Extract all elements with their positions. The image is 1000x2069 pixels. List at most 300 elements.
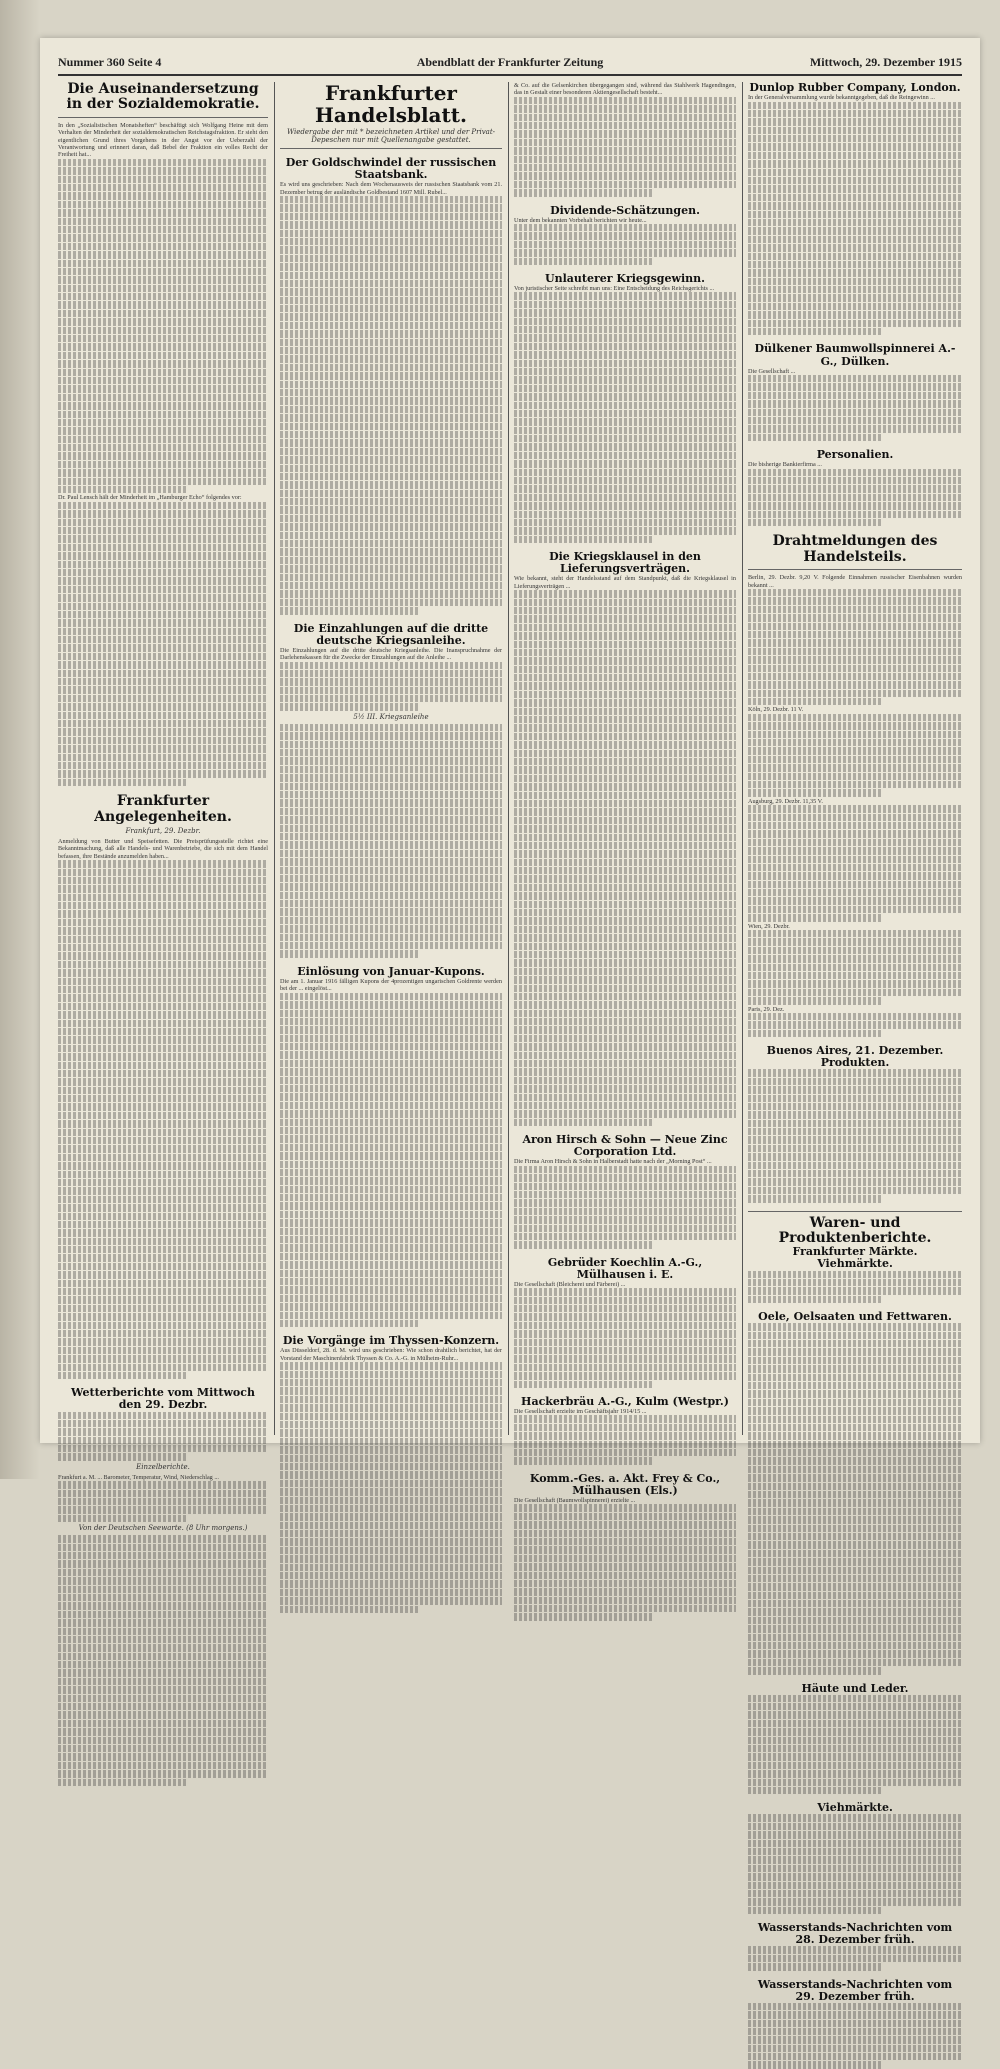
text-line bbox=[514, 1521, 736, 1528]
text-line bbox=[514, 1288, 736, 1295]
text-line bbox=[748, 972, 962, 979]
text-line bbox=[748, 425, 962, 432]
text-line bbox=[58, 628, 268, 635]
text-line bbox=[748, 185, 962, 192]
text-line bbox=[58, 285, 268, 292]
text-line bbox=[58, 1263, 268, 1270]
text-line bbox=[514, 1322, 736, 1329]
text-line bbox=[748, 1955, 962, 1962]
text-line bbox=[514, 1102, 736, 1109]
article-body: Die Gesellschaft (Baumwollspinnerei) erzielte ... bbox=[514, 1496, 636, 1504]
article-body: Die Firma Aron Hirsch & Sohn in Halberstadt hatte nach der „Morning Post“ ... bbox=[514, 1158, 712, 1166]
text-line bbox=[280, 1413, 502, 1420]
text-line bbox=[514, 1313, 736, 1320]
text-line bbox=[280, 1387, 502, 1394]
text-line bbox=[748, 731, 962, 738]
text-line bbox=[58, 1428, 268, 1435]
text-line bbox=[514, 1297, 736, 1304]
text-line bbox=[748, 1592, 962, 1599]
text-line bbox=[748, 1890, 962, 1897]
text-line bbox=[280, 1211, 502, 1218]
text-line bbox=[280, 883, 502, 890]
text-line bbox=[748, 1170, 962, 1177]
text-line bbox=[514, 649, 736, 656]
text-line bbox=[280, 1026, 502, 1033]
text-line bbox=[748, 2028, 962, 2035]
text-line bbox=[748, 311, 962, 318]
text-line bbox=[514, 884, 736, 891]
text-line bbox=[514, 641, 736, 648]
column-4 bbox=[748, 81, 962, 2003]
article-body-continuation bbox=[748, 375, 962, 441]
text-line bbox=[748, 1550, 962, 1557]
text-line bbox=[58, 260, 268, 267]
text-line bbox=[58, 754, 268, 761]
text-line bbox=[58, 1372, 188, 1379]
article-body: Es wird uns geschrieben: Nach dem Wochenausweis der russischen Staatsbank vom 21. Dezember betrug der ausländische Goldbestand 1607 Mill. Rubel... bbox=[280, 181, 502, 196]
text-line bbox=[514, 1174, 736, 1181]
text-line bbox=[748, 739, 962, 746]
text-line bbox=[58, 577, 268, 584]
text-line bbox=[748, 1753, 962, 1760]
text-line bbox=[748, 1441, 962, 1448]
article-title: Gebrüder Koechlin A.-G., Mülhausen i. E. bbox=[547, 1255, 703, 1281]
article-personalien bbox=[748, 449, 962, 526]
text-line bbox=[58, 318, 268, 325]
article-body-continuation bbox=[58, 1412, 268, 1461]
text-line bbox=[748, 261, 962, 268]
text-line bbox=[280, 875, 502, 882]
text-line bbox=[58, 910, 268, 917]
text-line bbox=[280, 1312, 502, 1319]
text-line bbox=[514, 792, 736, 799]
text-line bbox=[280, 1488, 502, 1495]
article-body-continuation bbox=[748, 930, 962, 1005]
article-body: Dr. Paul Lensch hält der Minderheit im „Hamburger Echo“ folgendes vor: bbox=[58, 494, 242, 502]
article-body-continuation bbox=[748, 714, 962, 797]
article-viehmaerkte bbox=[748, 1802, 962, 1914]
text-line bbox=[514, 892, 736, 899]
text-line bbox=[748, 1323, 962, 1330]
text-line bbox=[748, 1111, 962, 1118]
text-line bbox=[748, 1382, 962, 1389]
text-line bbox=[280, 724, 502, 731]
text-line bbox=[280, 1497, 502, 1504]
text-line bbox=[748, 1787, 881, 1794]
article-kriegsgewinn bbox=[514, 273, 736, 543]
text-line bbox=[280, 280, 502, 287]
text-line bbox=[748, 1491, 962, 1498]
text-line bbox=[58, 894, 268, 901]
text-line bbox=[280, 1010, 502, 1017]
text-line bbox=[748, 328, 881, 335]
text-line bbox=[514, 1199, 736, 1206]
article-buenos-aires bbox=[748, 1045, 962, 1202]
text-line bbox=[280, 1043, 502, 1050]
text-line bbox=[58, 762, 268, 769]
text-line bbox=[748, 1483, 962, 1490]
text-line bbox=[280, 1119, 502, 1126]
text-line bbox=[514, 1457, 652, 1464]
section-title: Drahtmeldungen des Handelsteils. bbox=[772, 533, 938, 565]
text-line bbox=[514, 485, 736, 492]
text-line bbox=[280, 574, 502, 581]
text-line bbox=[58, 1481, 268, 1488]
text-line bbox=[58, 1745, 268, 1752]
section-subtitle: Einzelberichte. bbox=[136, 1462, 190, 1471]
text-line bbox=[280, 255, 502, 262]
text-line bbox=[748, 2053, 962, 2060]
text-line bbox=[748, 1357, 962, 1364]
text-line bbox=[514, 615, 736, 622]
text-line bbox=[514, 682, 736, 689]
text-line bbox=[748, 1287, 962, 1294]
text-line bbox=[514, 1432, 736, 1439]
text-line bbox=[748, 1178, 962, 1185]
text-line bbox=[514, 318, 736, 325]
text-line bbox=[514, 741, 736, 748]
text-line bbox=[58, 1213, 268, 1220]
text-line bbox=[514, 1043, 736, 1050]
text-line bbox=[58, 611, 268, 618]
text-line bbox=[514, 1035, 736, 1042]
text-line bbox=[514, 181, 736, 188]
page-header bbox=[58, 52, 962, 76]
text-line bbox=[514, 502, 736, 509]
article-title: Der Goldschwindel der russischen Staatsbank. bbox=[285, 156, 497, 182]
text-line bbox=[280, 1320, 418, 1327]
text-line bbox=[58, 869, 268, 876]
text-line bbox=[58, 502, 268, 509]
text-line bbox=[514, 834, 736, 841]
text-line bbox=[280, 816, 502, 823]
text-line bbox=[280, 858, 502, 865]
data-table-rows bbox=[748, 2003, 962, 2069]
text-line bbox=[280, 1303, 502, 1310]
article-title: Personalien. bbox=[816, 448, 894, 462]
text-line bbox=[748, 839, 962, 846]
article-body-continuation bbox=[514, 1415, 736, 1464]
text-line bbox=[748, 1374, 962, 1381]
text-line bbox=[58, 978, 268, 985]
text-line bbox=[748, 236, 962, 243]
text-line bbox=[514, 1068, 736, 1075]
text-line bbox=[280, 1362, 502, 1369]
text-line bbox=[58, 184, 268, 191]
text-line bbox=[280, 523, 502, 530]
column-rule bbox=[508, 82, 509, 1435]
text-line bbox=[514, 1424, 736, 1431]
text-line bbox=[280, 1135, 502, 1142]
article-body: Wie bekannt, steht der Handelsstand auf dem Standpunkt, daß die Kriegsklausel in Lieferungsverträgen ... bbox=[514, 575, 736, 590]
text-line bbox=[514, 817, 736, 824]
article-title: Buenos Aires, 21. Dezember. Produkten. bbox=[766, 1044, 944, 1070]
text-line bbox=[280, 1202, 502, 1209]
text-line bbox=[280, 687, 502, 694]
text-line bbox=[58, 552, 268, 559]
text-line bbox=[280, 1110, 502, 1117]
text-line bbox=[58, 452, 268, 459]
text-line bbox=[514, 249, 736, 256]
text-line bbox=[748, 1271, 962, 1278]
text-line bbox=[748, 614, 962, 621]
text-line bbox=[748, 1407, 962, 1414]
text-line bbox=[748, 1840, 962, 1847]
text-line bbox=[58, 1569, 268, 1576]
text-line bbox=[280, 900, 502, 907]
text-line bbox=[514, 674, 736, 681]
text-line bbox=[58, 1196, 268, 1203]
text-line bbox=[58, 301, 268, 308]
text-line bbox=[514, 418, 736, 425]
text-line bbox=[280, 1085, 502, 1092]
text-line bbox=[280, 582, 502, 589]
text-line bbox=[58, 1078, 268, 1085]
text-line bbox=[280, 297, 502, 304]
text-line bbox=[748, 511, 962, 518]
text-line bbox=[58, 902, 268, 909]
text-line bbox=[514, 699, 736, 706]
text-line bbox=[58, 1594, 268, 1601]
text-line bbox=[748, 110, 962, 117]
text-line bbox=[280, 1077, 502, 1084]
text-line bbox=[58, 436, 268, 443]
text-line bbox=[748, 1086, 962, 1093]
text-line bbox=[280, 1295, 502, 1302]
text-line bbox=[748, 1963, 881, 1970]
article-thyssen bbox=[280, 1335, 502, 1613]
text-line bbox=[280, 490, 502, 497]
text-line bbox=[280, 1513, 502, 1520]
text-line bbox=[58, 1453, 188, 1460]
text-line bbox=[748, 955, 962, 962]
text-line bbox=[514, 1001, 736, 1008]
text-line bbox=[58, 712, 268, 719]
article-body-continuation bbox=[514, 224, 736, 265]
text-line bbox=[280, 263, 502, 270]
text-line bbox=[58, 1087, 268, 1094]
text-line bbox=[748, 947, 962, 954]
article-title: Die Auseinandersetzung in der Sozialdemokratie. bbox=[66, 81, 260, 113]
text-line bbox=[514, 130, 736, 137]
text-line bbox=[280, 1480, 502, 1487]
text-line bbox=[58, 885, 268, 892]
text-line bbox=[748, 656, 962, 663]
text-line bbox=[280, 791, 502, 798]
text-line bbox=[58, 952, 268, 959]
text-line bbox=[58, 1254, 268, 1261]
text-line bbox=[58, 1204, 268, 1211]
text-line bbox=[280, 557, 502, 564]
text-line bbox=[748, 1120, 962, 1127]
text-line bbox=[514, 724, 736, 731]
text-line bbox=[514, 1572, 736, 1579]
page-spine-shadow bbox=[0, 0, 40, 1479]
text-line bbox=[58, 1028, 268, 1035]
text-line bbox=[280, 703, 418, 710]
text-line bbox=[58, 1544, 268, 1551]
text-line bbox=[280, 423, 502, 430]
text-line bbox=[58, 986, 268, 993]
article-body: Anmeldung von Butter und Speisefetten. Die Preisprüfungsstelle richtet eine Bekanntmachung, daß alle Handels- und Warenbetriebe, die sich mit dem Handel befassen, ihre Bestände anzumelden haben... bbox=[58, 837, 268, 860]
text-line bbox=[748, 881, 962, 888]
text-line bbox=[514, 343, 736, 350]
text-line bbox=[514, 708, 736, 715]
data-table-rows bbox=[748, 1069, 962, 1202]
text-line bbox=[58, 1619, 268, 1626]
text-line bbox=[748, 1865, 962, 1872]
text-line bbox=[748, 2020, 962, 2027]
masthead: Abendblatt der Frankfurter Zeitung bbox=[416, 55, 604, 69]
article-body-continuation bbox=[514, 1504, 736, 1620]
dateline: Wien, 29. Dezbr. bbox=[748, 922, 790, 930]
text-line bbox=[748, 1279, 962, 1286]
text-line bbox=[280, 1219, 502, 1226]
text-line bbox=[514, 232, 736, 239]
text-line bbox=[280, 1396, 502, 1403]
text-line bbox=[748, 1136, 962, 1143]
text-line bbox=[280, 783, 502, 790]
text-line bbox=[58, 1221, 268, 1228]
text-line bbox=[748, 714, 962, 721]
text-line bbox=[514, 494, 736, 501]
article-body-continuation bbox=[514, 1166, 736, 1249]
text-line bbox=[280, 1169, 502, 1176]
text-line bbox=[58, 653, 268, 660]
text-line bbox=[748, 764, 962, 771]
text-line bbox=[58, 686, 268, 693]
text-line bbox=[58, 1720, 268, 1727]
article-hackerbraeu bbox=[514, 1396, 736, 1465]
text-line bbox=[748, 989, 962, 996]
text-line bbox=[280, 364, 502, 371]
text-line bbox=[280, 305, 502, 312]
text-line bbox=[58, 1644, 268, 1651]
text-line bbox=[748, 1541, 962, 1548]
text-line bbox=[514, 1110, 736, 1117]
text-line bbox=[280, 406, 502, 413]
article-body-continuation bbox=[280, 196, 502, 615]
text-line bbox=[748, 169, 962, 176]
text-line bbox=[280, 1177, 502, 1184]
text-line bbox=[514, 326, 736, 333]
text-line bbox=[280, 339, 502, 346]
article-body: Von juristischer Seite schreibt man uns: Eine Entscheidung des Reichsgerichts ... bbox=[514, 285, 715, 293]
text-line bbox=[514, 1555, 736, 1562]
text-line bbox=[280, 1429, 502, 1436]
text-line bbox=[514, 766, 736, 773]
text-line bbox=[58, 670, 268, 677]
text-line bbox=[514, 536, 652, 543]
text-line bbox=[280, 1228, 502, 1235]
text-line bbox=[58, 728, 268, 735]
text-line bbox=[280, 414, 502, 421]
text-line bbox=[514, 301, 736, 308]
text-line bbox=[58, 1330, 268, 1337]
article-body-continuation bbox=[280, 1362, 502, 1613]
text-line bbox=[514, 511, 736, 518]
text-line bbox=[748, 1762, 962, 1769]
text-line bbox=[748, 1608, 962, 1615]
text-line bbox=[748, 1667, 881, 1674]
article-title: Oele, Oelsaaten und Fettwaren. bbox=[758, 1310, 952, 1324]
text-line bbox=[514, 800, 736, 807]
text-line bbox=[58, 1053, 268, 1060]
article-title: Wasserstands-Nachrichten vom 29. Dezember früh. bbox=[757, 1977, 953, 2003]
text-line bbox=[514, 1530, 736, 1537]
text-line bbox=[58, 1036, 268, 1043]
text-line bbox=[58, 1753, 268, 1760]
text-line bbox=[58, 544, 268, 551]
text-line bbox=[280, 238, 502, 245]
text-line bbox=[514, 1060, 736, 1067]
text-line bbox=[514, 993, 736, 1000]
text-line bbox=[58, 1288, 268, 1295]
article-wasserstand-28 bbox=[748, 1922, 962, 1970]
text-line bbox=[58, 1171, 268, 1178]
article-body-continuation bbox=[58, 502, 268, 786]
text-line bbox=[58, 535, 268, 542]
text-line bbox=[748, 118, 962, 125]
text-line bbox=[514, 808, 736, 815]
article-body: Unter dem bekannten Vorbehalt berichten wir heute... bbox=[514, 216, 647, 224]
text-line bbox=[514, 1364, 736, 1371]
text-line bbox=[748, 294, 962, 301]
text-line bbox=[58, 293, 268, 300]
text-line bbox=[280, 1035, 502, 1042]
text-line bbox=[748, 847, 962, 854]
text-line bbox=[58, 1322, 268, 1329]
text-line bbox=[280, 1261, 502, 1268]
text-line bbox=[514, 460, 736, 467]
text-line bbox=[58, 276, 268, 283]
text-line bbox=[58, 927, 268, 934]
text-line bbox=[748, 286, 962, 293]
text-line bbox=[748, 1703, 962, 1710]
text-line bbox=[748, 1567, 962, 1574]
text-line bbox=[514, 443, 736, 450]
text-line bbox=[514, 376, 736, 383]
text-line bbox=[514, 1415, 736, 1422]
text-line bbox=[748, 897, 962, 904]
text-line bbox=[58, 860, 268, 867]
text-line bbox=[280, 473, 502, 480]
article-title: Dülkener Baumwollspinnerei A.-G., Dülken. bbox=[754, 342, 956, 368]
text-line bbox=[514, 691, 736, 698]
newspaper-page bbox=[40, 38, 980, 2003]
text-line bbox=[514, 875, 736, 882]
text-line bbox=[748, 127, 962, 134]
text-line bbox=[58, 1347, 268, 1354]
text-line bbox=[748, 864, 962, 871]
text-line bbox=[748, 631, 962, 638]
text-line bbox=[748, 930, 962, 937]
text-line bbox=[514, 1597, 736, 1604]
text-line bbox=[280, 372, 502, 379]
text-line bbox=[280, 607, 418, 614]
text-line bbox=[748, 1069, 962, 1076]
text-line bbox=[514, 1381, 652, 1388]
text-line bbox=[58, 369, 268, 376]
text-line bbox=[748, 1021, 962, 1028]
article-title: Unlauterer Kriegsgewinn. bbox=[545, 271, 705, 285]
text-line bbox=[280, 942, 502, 949]
text-line bbox=[748, 814, 962, 821]
text-line bbox=[514, 1613, 652, 1620]
text-line bbox=[748, 2003, 962, 2010]
text-line bbox=[280, 1270, 502, 1277]
text-line bbox=[280, 1018, 502, 1025]
